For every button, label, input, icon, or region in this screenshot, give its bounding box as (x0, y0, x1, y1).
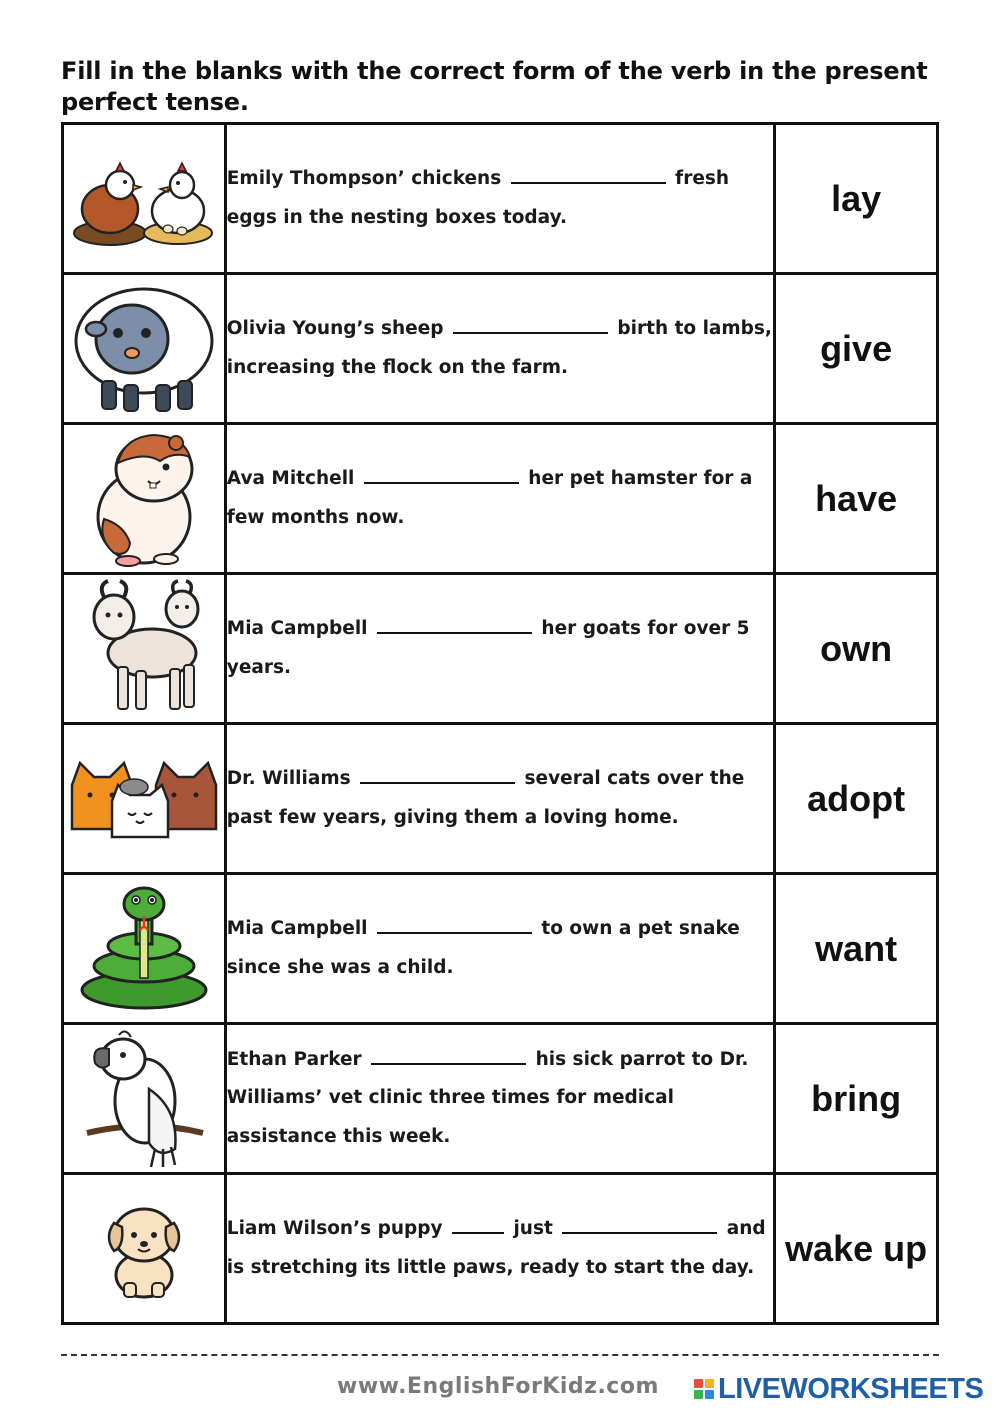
worksheet-row (63, 424, 938, 574)
verb-cell: want (775, 874, 938, 1024)
sentence-text: Olivia Young’s sheep (226, 318, 444, 339)
verb-cell: lay (775, 124, 938, 274)
sheep-icon (70, 281, 218, 417)
sentence-text: just (513, 1218, 553, 1239)
sentence-text: to own a pet snake since she was a child. (226, 918, 740, 978)
parrot-icon (79, 1029, 209, 1169)
hamster-icon (84, 429, 204, 569)
sentence-text: several cats over the past few years, giving them a loving home. (226, 768, 745, 828)
answer-blank[interactable] (364, 481, 519, 484)
sentence-text: Emily Thompson’ chickens (226, 168, 502, 189)
verb-cell: own (775, 574, 938, 724)
cats-icon (66, 755, 222, 843)
sentence-text: Dr. Williams (226, 768, 351, 789)
worksheet-row (63, 724, 938, 874)
image-cell (63, 1024, 226, 1174)
chickens-icon (70, 149, 218, 249)
sentence-cell (225, 574, 774, 724)
verb-cell: adopt (775, 724, 938, 874)
sentence-text: Mia Campbell (226, 918, 368, 939)
sentence-text: fresh eggs in the nesting boxes today. (226, 168, 730, 228)
answer-blank[interactable] (511, 181, 666, 184)
image-cell (63, 274, 226, 424)
goats-icon (74, 579, 214, 719)
sentence-text: Ava Mitchell (226, 468, 355, 489)
worksheet-row (63, 1024, 938, 1174)
answer-blank[interactable] (371, 1062, 526, 1065)
worksheet-row (63, 874, 938, 1024)
answer-blank[interactable] (377, 631, 532, 634)
verb-cell: give (775, 274, 938, 424)
sentence-cell (225, 724, 774, 874)
image-cell (63, 724, 226, 874)
worksheet-row (63, 1174, 938, 1324)
worksheet-row (63, 274, 938, 424)
puppy-icon (96, 1199, 192, 1299)
worksheet-table (61, 122, 939, 1325)
sentence-cell (225, 424, 774, 574)
image-cell (63, 1174, 226, 1324)
image-cell (63, 424, 226, 574)
instructions-heading: Fill in the blanks with the correct form of the verb in the present perfect tense. (61, 57, 928, 116)
worksheet-row (63, 124, 938, 274)
answer-blank[interactable] (377, 931, 532, 934)
sentence-cell (225, 1174, 774, 1324)
sentence-cell (225, 124, 774, 274)
answer-blank[interactable] (562, 1231, 717, 1234)
sentence-text: birth to lambs, increasing the flock on the farm. (226, 318, 772, 378)
snake-icon (74, 884, 214, 1014)
verb-cell: wake up (775, 1174, 938, 1324)
sentence-text: Ethan Parker (226, 1048, 362, 1070)
verb-cell: bring (775, 1024, 938, 1174)
sentence-text: and is stretching its little paws, ready to start the day. (226, 1218, 766, 1278)
answer-blank[interactable] (360, 781, 515, 784)
liveworksheets-logo-icon (694, 1379, 714, 1399)
sentence-text: her pet hamster for a few months now. (226, 468, 753, 528)
liveworksheets-brand (694, 1372, 983, 1406)
sentence-cell (225, 274, 774, 424)
sentence-text: Liam Wilson’s puppy (226, 1218, 443, 1239)
image-cell (63, 574, 226, 724)
answer-blank[interactable] (453, 331, 608, 334)
answer-blank-auxiliary[interactable] (452, 1231, 504, 1234)
sentence-cell (225, 874, 774, 1024)
sentence-cell (225, 1024, 774, 1174)
verb-cell: have (775, 424, 938, 574)
brand-name: LIVEWORKSHEETS (718, 1372, 984, 1405)
dashed-divider (61, 1354, 939, 1356)
sentence-text: her goats for over 5 years. (226, 618, 750, 678)
sentence-text: his sick parrot to Dr. Williams’ vet clinic three times for medical assistance this week. (226, 1048, 749, 1147)
image-cell (63, 874, 226, 1024)
image-cell (63, 124, 226, 274)
footer-url: www.EnglishForKidz.com (337, 1374, 659, 1399)
worksheet-row (63, 574, 938, 724)
sentence-text: Mia Campbell (226, 618, 368, 639)
